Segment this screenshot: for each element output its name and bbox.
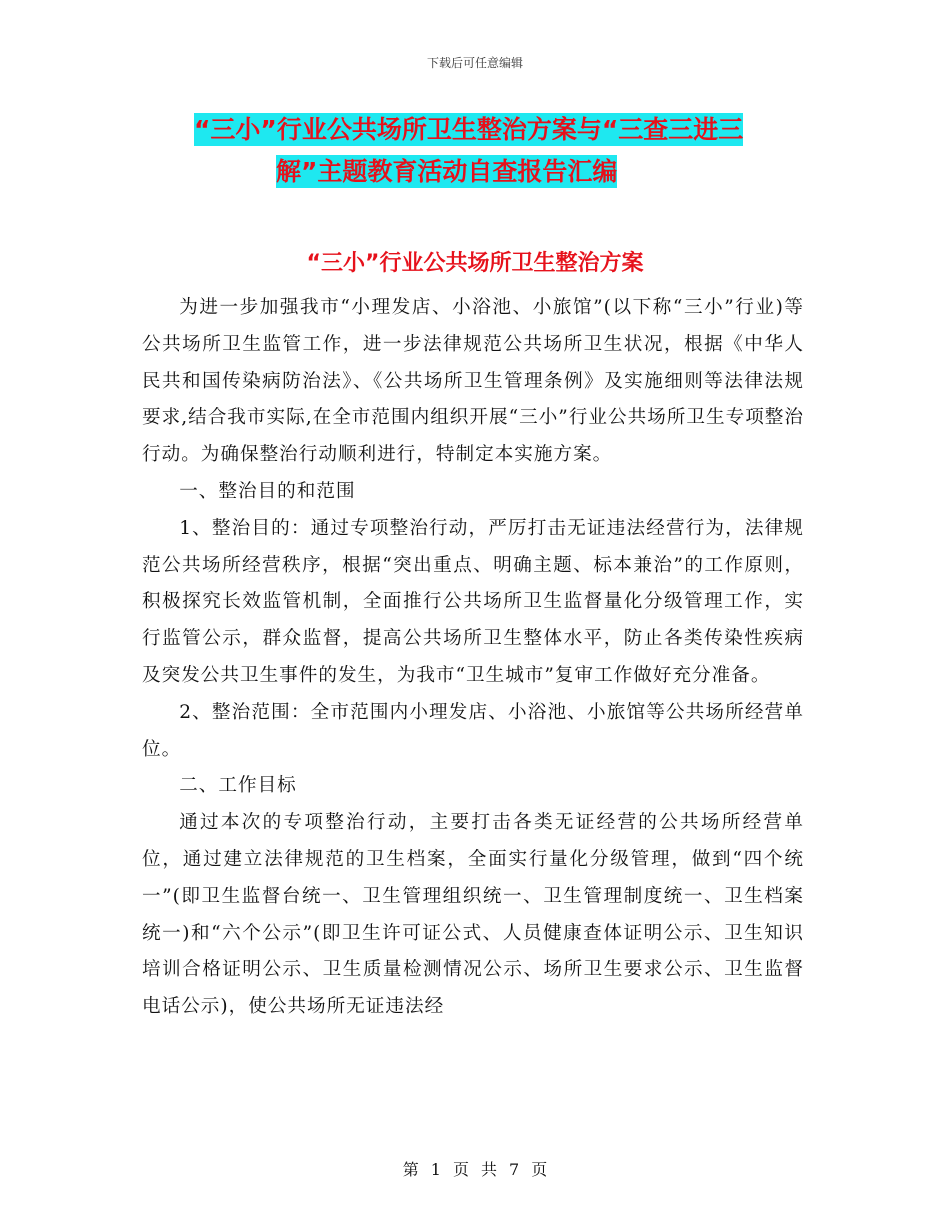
page-footer	[0, 1157, 950, 1180]
footer-prefix: 第	[402, 1160, 419, 1179]
footer-page-label: 页	[452, 1160, 469, 1179]
current-page-number: 1	[430, 1160, 441, 1179]
paragraph-purpose: 1、整治目的：通过专项整治行动，严厉打击无证违法经营行为，法律规范公共场所经营秩序，根据“突出重点、明确主题、标本兼治”的工作原则，积极探究长效监管机制，全面推行公共场所卫生监督量化分级管理工作，实行监管公示，群众监督，提高公共场所卫生整体水平，防止各类传染性疾病及突发公共卫生事件的发生，为我市“卫生城市”复审工作做好充分准备。	[142, 517, 804, 686]
title-line-2: 解”主题教育活动自查报告汇编	[276, 157, 618, 186]
paragraph-scope: 2、整治范围：全市范围内小理发店、小浴池、小旅馆等公共场所经营单位。	[142, 701, 804, 760]
footer-suffix: 页	[531, 1160, 548, 1179]
total-pages-number: 7	[509, 1160, 520, 1179]
header-note: 下载后可任意编辑	[426, 56, 523, 70]
paragraph-intro: 为进一步加强我市“小理发店、小浴池、小旅馆”(以下称“三小”行业)等公共场所卫生监管工作，进一步法律规范公共场所卫生状况，根据《中华人民共和国传染病防治法》、《公共场所卫生管理条例》及实施细则等法律法规要求,结合我市实际,在全市范围内组织开展“三小”行业公共场所卫生专项整治行动。为确保整治行动顺利进行，特制定本实施方案。	[142, 297, 804, 466]
paragraph-goals: 通过本次的专项整治行动，主要打击各类无证经营的公共场所经营单位，通过建立法律规范的卫生档案，全面实行量化分级管理，做到“四个统一”(即卫生监督台统一、卫生管理组织统一、卫生管理制度统一、卫生档案统一)和“六个公示”(即卫生许可证公式、人员健康查体证明公示、卫生知识培训合格证明公示、卫生质量检测情况公示、场所卫生要求公示、卫生监督电话公示)，使公共场所无证违法经	[142, 812, 804, 1018]
document-body	[142, 290, 804, 1026]
footer-total-label: 共	[481, 1160, 498, 1179]
section-title: “三小”行业公共场所卫生整治方案	[306, 251, 644, 276]
heading-work-goals: 二、工作目标	[179, 775, 297, 797]
document-title	[142, 110, 808, 192]
title-line-1: “三小”行业公共场所卫生整治方案与“三查三进三	[194, 115, 744, 144]
heading-purpose-scope: 一、整治目的和范围	[179, 480, 356, 502]
